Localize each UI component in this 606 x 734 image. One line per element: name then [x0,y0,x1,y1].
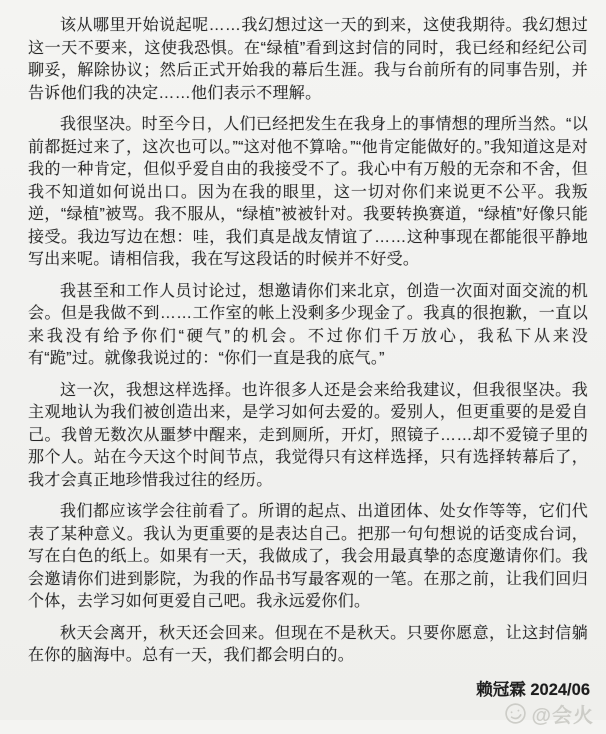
watermark-handle: @会火 [531,705,594,727]
letter-paragraph: 我们都应该学会往前看了。所谓的起点、出道团体、处女作等等，它们代表了某种意义。我认为更重要的是表达自己。把那一句句想说的话变成台词，写在白色的纸上。如果有一天，我做成了，我会用最真挚的态度邀请你们。我会邀请你们进到影院，为我的作品书写最客观的一笔。在那之前，让我们回归个体，去学习如何更爱自己吧。我永远爱你们。 [28,503,588,610]
letter-paragraph: 该从哪里开始说起呢……我幻想过这一天的到来，这使我期待。我幻想过这一天不要来，这使我恐惧。在“绿植”看到这封信的同时，我已经和经纪公司聊妥，解除协议；然后正式开始我的幕后生涯。我与台前所有的同事告别，并告诉他们我的决定……他们表示不理解。 [28,17,588,102]
watermark [503,699,594,728]
letter-paragraph: 我甚至和工作人员讨论过，想邀请你们来北京，创造一次面对面交流的机会。但是我做不到……工作室的帐上没剩多少现金了。我真的很抱歉，一直以来我没有给予你们“硬气”的机会。不过你们千万放心，我私下从来没有“跪”过。就像我说过的：“你们一直是我的底气。” [28,282,588,367]
letter-paragraph: 这一次，我想这样选择。也许很多人还是会来给我建议，但我很坚决。我主观地认为我们被创造出来，是学习如何去爱的。爱别人，但更重要的是爱自己。我曾无数次从噩梦中醒来，走到厕所，开灯，照镜子……却不爱镜子里的那个人。站在今天这个时间节点，我觉得只有这样选择，只有选择转幕后了，我才会真正地珍惜我过往的经历。 [28,381,588,489]
smiley-doodle-icon [501,698,531,728]
letter-paragraph: 我很坚决。时至今日，人们已经把发生在我身上的事情想的理所当然。“以前都挺过来了，这次也可以。”“这对他不算啥。”“他肯定能做好的。”我知道这是对我的一种肯定，但似乎爱自由的我接受不了。我心中有万般的无奈和不舍，但我不知道如何说出口。因为在我的眼里，这一切对你们来说更不公平。我叛逆，“绿植”被骂。我不服从，“绿植”被被针对。我要转换赛道，“绿植”好像只能接受。我边写边在想：哇，我们真是战友情谊了……这种事现在都能很平静地写出来呢。请相信我，我在写这段话的时候并不好受。 [28,116,588,268]
signature: 赖冠霖 2024/06 [476,681,590,699]
letter-paragraph: 秋天会离开，秋天还会回来。但现在不是秋天。只要你愿意，让这封信躺在你的脑海中。总有一天，我们都会明白的。 [28,624,588,664]
